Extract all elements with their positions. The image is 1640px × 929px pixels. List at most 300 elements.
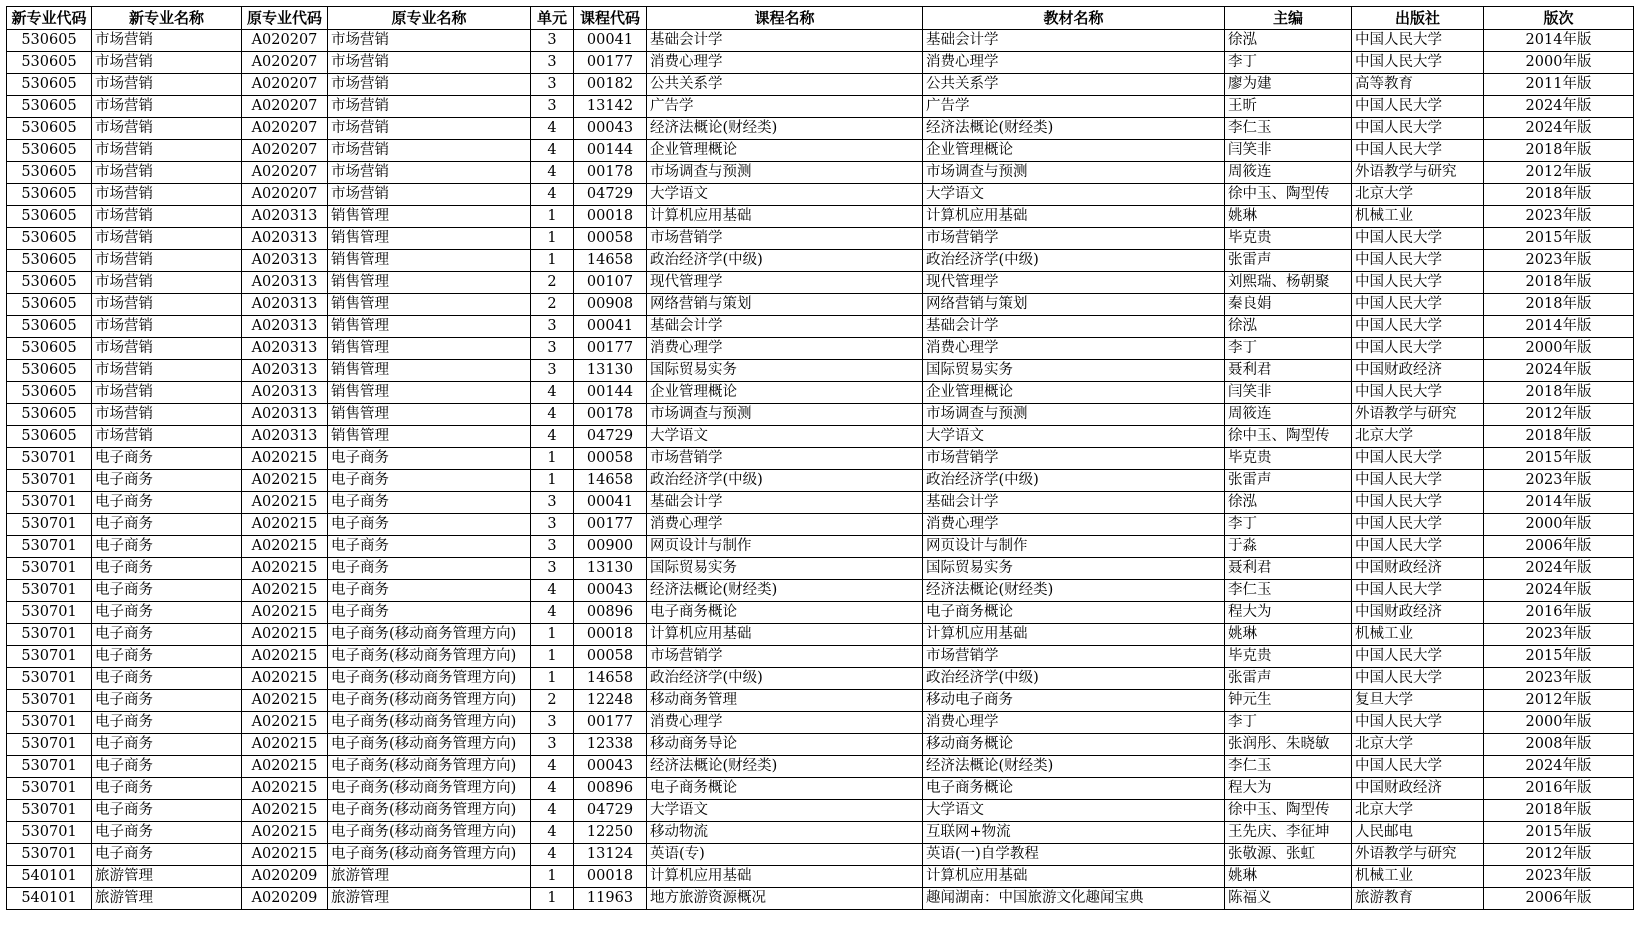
cell-unit: 3 [531,316,574,338]
cell-old-major-code: A020313 [242,206,328,228]
cell-unit: 1 [531,470,574,492]
cell-publisher: 中国人民大学 [1352,250,1484,272]
cell-course-name: 大学语文 [647,184,923,206]
cell-new-major-code: 530605 [7,382,92,404]
cell-editor: 李丁 [1225,52,1352,74]
cell-old-major-name: 销售管理 [328,294,531,316]
cell-course-name: 消费心理学 [647,338,923,360]
cell-old-major-name: 销售管理 [328,426,531,448]
cell-course-name: 政治经济学(中级) [647,250,923,272]
cell-new-major-code: 530605 [7,52,92,74]
cell-old-major-code: A020313 [242,294,328,316]
cell-edition: 2018年版 [1484,426,1634,448]
cell-course-name: 现代管理学 [647,272,923,294]
cell-publisher: 中国人民大学 [1352,536,1484,558]
cell-new-major-name: 电子商务 [92,800,242,822]
cell-unit: 4 [531,822,574,844]
cell-old-major-name: 旅游管理 [328,888,531,910]
cell-course-code: 00043 [574,118,647,140]
cell-old-major-name: 电子商务 [328,558,531,580]
cell-editor: 李丁 [1225,712,1352,734]
cell-course-name: 市场调查与预测 [647,404,923,426]
cell-old-major-code: A020215 [242,602,328,624]
table-row [7,228,1634,250]
cell-course-code: 00177 [574,712,647,734]
cell-editor: 闫笑非 [1225,382,1352,404]
cell-publisher: 中国人民大学 [1352,316,1484,338]
cell-course-code: 12250 [574,822,647,844]
cell-edition: 2023年版 [1484,250,1634,272]
cell-new-major-code: 530701 [7,668,92,690]
table-row [7,668,1634,690]
cell-edition: 2023年版 [1484,624,1634,646]
cell-new-major-name: 电子商务 [92,734,242,756]
cell-textbook-name: 网页设计与制作 [923,536,1225,558]
col-header-new-major-code: 新专业代码 [7,7,92,30]
cell-old-major-code: A020207 [242,184,328,206]
cell-unit: 3 [531,734,574,756]
cell-textbook-name: 广告学 [923,96,1225,118]
cell-publisher: 中国人民大学 [1352,580,1484,602]
cell-editor: 王先庆、李征坤 [1225,822,1352,844]
cell-new-major-code: 530701 [7,624,92,646]
cell-new-major-name: 市场营销 [92,382,242,404]
cell-publisher: 中国人民大学 [1352,140,1484,162]
cell-new-major-name: 市场营销 [92,52,242,74]
cell-course-code: 00177 [574,338,647,360]
cell-edition: 2011年版 [1484,74,1634,96]
cell-old-major-code: A020207 [242,118,328,140]
cell-old-major-code: A020215 [242,580,328,602]
cell-old-major-name: 市场营销 [328,140,531,162]
cell-textbook-name: 消费心理学 [923,338,1225,360]
table-row [7,778,1634,800]
cell-course-name: 广告学 [647,96,923,118]
cell-course-code: 00058 [574,228,647,250]
cell-course-name: 基础会计学 [647,30,923,52]
cell-unit: 3 [531,536,574,558]
cell-publisher: 中国人民大学 [1352,52,1484,74]
cell-course-code: 00018 [574,206,647,228]
cell-new-major-name: 市场营销 [92,140,242,162]
table-row [7,822,1634,844]
cell-old-major-code: A020215 [242,448,328,470]
col-header-unit: 单元 [531,7,574,30]
cell-publisher: 中国财政经济 [1352,778,1484,800]
cell-old-major-name: 电子商务(移动商务管理方向) [328,822,531,844]
cell-editor: 徐泓 [1225,30,1352,52]
cell-old-major-name: 市场营销 [328,118,531,140]
cell-new-major-code: 530701 [7,822,92,844]
cell-editor: 闫笑非 [1225,140,1352,162]
cell-new-major-name: 市场营销 [92,360,242,382]
cell-new-major-name: 市场营销 [92,184,242,206]
col-header-course-name: 课程名称 [647,7,923,30]
col-header-course-code: 课程代码 [574,7,647,30]
cell-old-major-name: 销售管理 [328,382,531,404]
cell-new-major-code: 540101 [7,888,92,910]
cell-publisher: 北京大学 [1352,734,1484,756]
cell-old-major-code: A020209 [242,866,328,888]
table-row [7,382,1634,404]
cell-new-major-code: 530701 [7,800,92,822]
cell-course-name: 大学语文 [647,426,923,448]
cell-new-major-name: 市场营销 [92,74,242,96]
cell-old-major-name: 电子商务(移动商务管理方向) [328,734,531,756]
cell-old-major-code: A020313 [242,382,328,404]
cell-textbook-name: 消费心理学 [923,514,1225,536]
cell-new-major-code: 530605 [7,272,92,294]
table-row [7,74,1634,96]
cell-new-major-code: 530701 [7,778,92,800]
cell-publisher: 北京大学 [1352,800,1484,822]
cell-publisher: 机械工业 [1352,206,1484,228]
cell-old-major-code: A020313 [242,250,328,272]
cell-new-major-name: 市场营销 [92,30,242,52]
cell-course-name: 网络营销与策划 [647,294,923,316]
cell-new-major-name: 市场营销 [92,228,242,250]
cell-course-code: 04729 [574,184,647,206]
cell-editor: 李仁玉 [1225,118,1352,140]
cell-course-code: 11963 [574,888,647,910]
table-row [7,118,1634,140]
cell-course-name: 政治经济学(中级) [647,470,923,492]
cell-edition: 2012年版 [1484,844,1634,866]
cell-course-name: 国际贸易实务 [647,558,923,580]
cell-unit: 1 [531,668,574,690]
cell-unit: 3 [531,360,574,382]
cell-course-name: 基础会计学 [647,492,923,514]
cell-old-major-code: A020215 [242,778,328,800]
cell-course-code: 00041 [574,30,647,52]
cell-textbook-name: 大学语文 [923,184,1225,206]
cell-textbook-name: 移动商务概论 [923,734,1225,756]
cell-textbook-name: 消费心理学 [923,52,1225,74]
cell-unit: 2 [531,690,574,712]
cell-course-name: 大学语文 [647,800,923,822]
cell-edition: 2006年版 [1484,536,1634,558]
cell-textbook-name: 经济法概论(财经类) [923,580,1225,602]
cell-course-code: 13130 [574,558,647,580]
cell-old-major-name: 电子商务(移动商务管理方向) [328,844,531,866]
table-row [7,646,1634,668]
cell-course-code: 00896 [574,602,647,624]
cell-new-major-name: 电子商务 [92,624,242,646]
cell-editor: 姚琳 [1225,866,1352,888]
cell-textbook-name: 现代管理学 [923,272,1225,294]
col-header-old-major-code: 原专业代码 [242,7,328,30]
cell-course-code: 00058 [574,448,647,470]
table-row [7,888,1634,910]
cell-textbook-name: 趣闻湖南：中国旅游文化趣闻宝典 [923,888,1225,910]
table-row [7,30,1634,52]
cell-course-code: 00182 [574,74,647,96]
cell-old-major-code: A020215 [242,536,328,558]
cell-textbook-name: 政治经济学(中级) [923,470,1225,492]
cell-unit: 3 [531,74,574,96]
cell-editor: 李丁 [1225,338,1352,360]
cell-new-major-code: 530605 [7,30,92,52]
cell-course-name: 计算机应用基础 [647,624,923,646]
cell-editor: 张润彤、朱晓敏 [1225,734,1352,756]
cell-old-major-name: 电子商务 [328,602,531,624]
cell-course-name: 市场调查与预测 [647,162,923,184]
cell-old-major-code: A020313 [242,316,328,338]
cell-textbook-name: 英语(一)自学教程 [923,844,1225,866]
cell-new-major-code: 530701 [7,580,92,602]
table-row [7,360,1634,382]
cell-new-major-code: 530701 [7,514,92,536]
cell-textbook-name: 计算机应用基础 [923,866,1225,888]
table-row [7,602,1634,624]
table-row [7,140,1634,162]
cell-edition: 2016年版 [1484,602,1634,624]
cell-course-name: 网页设计与制作 [647,536,923,558]
cell-edition: 2023年版 [1484,668,1634,690]
cell-new-major-code: 530701 [7,712,92,734]
cell-unit: 4 [531,162,574,184]
cell-old-major-name: 销售管理 [328,316,531,338]
cell-new-major-code: 530605 [7,184,92,206]
cell-course-name: 企业管理概论 [647,140,923,162]
cell-course-name: 经济法概论(财经类) [647,118,923,140]
table-row [7,756,1634,778]
cell-new-major-name: 市场营销 [92,272,242,294]
cell-old-major-code: A020313 [242,360,328,382]
cell-old-major-code: A020215 [242,624,328,646]
cell-new-major-name: 市场营销 [92,426,242,448]
cell-unit: 4 [531,118,574,140]
cell-course-code: 12248 [574,690,647,712]
cell-course-code: 04729 [574,800,647,822]
cell-old-major-name: 销售管理 [328,228,531,250]
cell-unit: 4 [531,404,574,426]
cell-old-major-name: 电子商务(移动商务管理方向) [328,690,531,712]
col-header-editor: 主编 [1225,7,1352,30]
table-row [7,52,1634,74]
cell-textbook-name: 经济法概论(财经类) [923,118,1225,140]
cell-new-major-code: 530605 [7,140,92,162]
cell-edition: 2000年版 [1484,712,1634,734]
cell-edition: 2024年版 [1484,580,1634,602]
cell-textbook-name: 计算机应用基础 [923,624,1225,646]
cell-editor: 于淼 [1225,536,1352,558]
cell-edition: 2016年版 [1484,778,1634,800]
cell-new-major-name: 电子商务 [92,448,242,470]
cell-edition: 2015年版 [1484,646,1634,668]
cell-old-major-name: 销售管理 [328,360,531,382]
cell-course-code: 00043 [574,756,647,778]
cell-course-name: 计算机应用基础 [647,866,923,888]
cell-publisher: 中国人民大学 [1352,514,1484,536]
cell-new-major-name: 旅游管理 [92,888,242,910]
cell-course-name: 消费心理学 [647,514,923,536]
cell-new-major-name: 电子商务 [92,778,242,800]
cell-new-major-name: 市场营销 [92,162,242,184]
cell-course-code: 00107 [574,272,647,294]
cell-old-major-name: 销售管理 [328,250,531,272]
cell-new-major-code: 530605 [7,338,92,360]
cell-textbook-name: 市场营销学 [923,646,1225,668]
cell-new-major-code: 530701 [7,646,92,668]
cell-editor: 周筱连 [1225,404,1352,426]
cell-old-major-name: 销售管理 [328,206,531,228]
cell-old-major-code: A020215 [242,844,328,866]
cell-edition: 2006年版 [1484,888,1634,910]
cell-editor: 程大为 [1225,778,1352,800]
cell-textbook-name: 基础会计学 [923,492,1225,514]
cell-course-code: 14658 [574,250,647,272]
cell-new-major-code: 530605 [7,206,92,228]
cell-textbook-name: 网络营销与策划 [923,294,1225,316]
cell-new-major-name: 电子商务 [92,690,242,712]
cell-unit: 1 [531,888,574,910]
cell-textbook-name: 公共关系学 [923,74,1225,96]
cell-course-code: 00177 [574,52,647,74]
cell-unit: 3 [531,30,574,52]
cell-editor: 徐中玉、陶型传 [1225,800,1352,822]
cell-editor: 李仁玉 [1225,580,1352,602]
cell-course-code: 00041 [574,316,647,338]
cell-new-major-code: 530701 [7,690,92,712]
cell-course-code: 00058 [574,646,647,668]
cell-edition: 2023年版 [1484,206,1634,228]
cell-course-code: 00041 [574,492,647,514]
cell-publisher: 外语教学与研究 [1352,162,1484,184]
cell-course-name: 市场营销学 [647,646,923,668]
cell-new-major-code: 530701 [7,558,92,580]
cell-textbook-name: 大学语文 [923,800,1225,822]
cell-new-major-name: 电子商务 [92,514,242,536]
cell-textbook-name: 企业管理概论 [923,140,1225,162]
cell-old-major-name: 销售管理 [328,272,531,294]
cell-old-major-name: 旅游管理 [328,866,531,888]
cell-textbook-name: 互联网+物流 [923,822,1225,844]
cell-editor: 周筱连 [1225,162,1352,184]
cell-textbook-name: 大学语文 [923,426,1225,448]
cell-new-major-code: 530701 [7,448,92,470]
cell-new-major-code: 530605 [7,316,92,338]
cell-course-code: 00900 [574,536,647,558]
cell-old-major-code: A020215 [242,822,328,844]
cell-old-major-name: 电子商务 [328,580,531,602]
cell-new-major-code: 530605 [7,228,92,250]
table-row [7,96,1634,118]
cell-textbook-name: 市场营销学 [923,448,1225,470]
cell-new-major-name: 电子商务 [92,492,242,514]
cell-publisher: 中国人民大学 [1352,294,1484,316]
cell-old-major-code: A020207 [242,52,328,74]
cell-unit: 1 [531,206,574,228]
cell-unit: 4 [531,844,574,866]
cell-edition: 2015年版 [1484,822,1634,844]
cell-textbook-name: 政治经济学(中级) [923,668,1225,690]
col-header-publisher: 出版社 [1352,7,1484,30]
cell-publisher: 中国财政经济 [1352,558,1484,580]
cell-unit: 4 [531,756,574,778]
cell-publisher: 中国人民大学 [1352,272,1484,294]
cell-publisher: 中国人民大学 [1352,228,1484,250]
cell-old-major-code: A020209 [242,888,328,910]
cell-editor: 徐中玉、陶型传 [1225,184,1352,206]
cell-new-major-name: 电子商务 [92,580,242,602]
cell-unit: 1 [531,646,574,668]
col-header-textbook-name: 教材名称 [923,7,1225,30]
cell-old-major-code: A020313 [242,272,328,294]
cell-edition: 2014年版 [1484,492,1634,514]
cell-new-major-code: 530605 [7,404,92,426]
cell-course-code: 00178 [574,162,647,184]
cell-old-major-code: A020207 [242,140,328,162]
cell-course-name: 英语(专) [647,844,923,866]
cell-new-major-name: 市场营销 [92,294,242,316]
cell-editor: 毕克贵 [1225,228,1352,250]
cell-textbook-name: 市场营销学 [923,228,1225,250]
cell-edition: 2012年版 [1484,690,1634,712]
table-row [7,338,1634,360]
cell-editor: 聂利君 [1225,360,1352,382]
table-row [7,250,1634,272]
cell-edition: 2018年版 [1484,184,1634,206]
table-row [7,690,1634,712]
cell-edition: 2018年版 [1484,140,1634,162]
cell-new-major-name: 市场营销 [92,316,242,338]
cell-new-major-name: 电子商务 [92,470,242,492]
cell-old-major-name: 市场营销 [328,184,531,206]
cell-course-name: 电子商务概论 [647,602,923,624]
cell-textbook-name: 企业管理概论 [923,382,1225,404]
cell-old-major-name: 电子商务 [328,514,531,536]
cell-new-major-name: 电子商务 [92,602,242,624]
table-row [7,404,1634,426]
table-row [7,206,1634,228]
cell-edition: 2018年版 [1484,272,1634,294]
table-row [7,624,1634,646]
cell-old-major-code: A020215 [242,690,328,712]
cell-editor: 廖为建 [1225,74,1352,96]
cell-old-major-name: 市场营销 [328,52,531,74]
cell-new-major-code: 530605 [7,360,92,382]
cell-new-major-name: 市场营销 [92,96,242,118]
col-header-new-major-name: 新专业名称 [92,7,242,30]
cell-course-name: 移动物流 [647,822,923,844]
table-row [7,580,1634,602]
cell-new-major-code: 530605 [7,294,92,316]
cell-publisher: 外语教学与研究 [1352,404,1484,426]
cell-publisher: 中国人民大学 [1352,492,1484,514]
cell-new-major-code: 530701 [7,734,92,756]
cell-old-major-name: 市场营销 [328,30,531,52]
cell-old-major-name: 电子商务(移动商务管理方向) [328,624,531,646]
cell-unit: 2 [531,294,574,316]
cell-new-major-code: 530605 [7,96,92,118]
cell-textbook-name: 国际贸易实务 [923,360,1225,382]
table-row [7,536,1634,558]
cell-new-major-name: 旅游管理 [92,866,242,888]
table-row [7,800,1634,822]
cell-edition: 2018年版 [1484,294,1634,316]
cell-publisher: 中国人民大学 [1352,382,1484,404]
cell-new-major-code: 530701 [7,756,92,778]
cell-publisher: 人民邮电 [1352,822,1484,844]
cell-course-name: 移动商务管理 [647,690,923,712]
cell-course-name: 电子商务概论 [647,778,923,800]
cell-old-major-code: A020207 [242,74,328,96]
cell-new-major-code: 530701 [7,492,92,514]
table-row [7,316,1634,338]
cell-publisher: 中国人民大学 [1352,470,1484,492]
cell-new-major-code: 530701 [7,844,92,866]
